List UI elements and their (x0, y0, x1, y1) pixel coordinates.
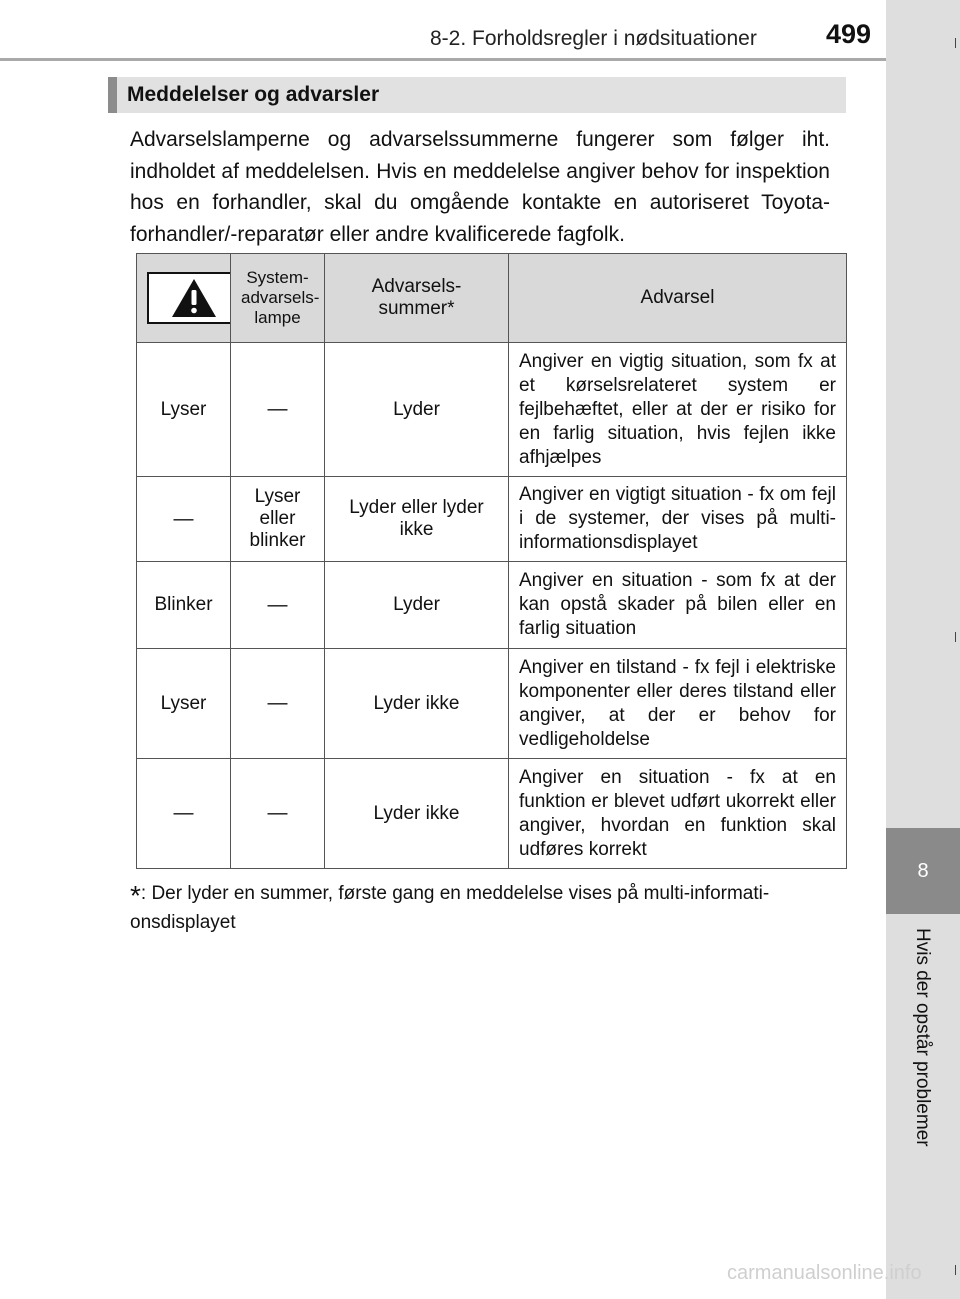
section-heading: Meddelelser og advarsler (108, 77, 846, 113)
header-buzzer: Advarsels-summer* (325, 254, 509, 343)
cell-indicator: — (137, 477, 231, 562)
table-row (137, 343, 847, 477)
cell-warning: Angiver en vigtig situation, som fx at et kørselsrelateret system er fejlbehæftet, eller at der er risiko for en farlig situation, hvis fejlen ikke afhjælpes (509, 343, 847, 477)
header-rule (0, 58, 886, 61)
cell-buzzer: Lyder (325, 343, 509, 477)
footnote (130, 880, 835, 936)
cell-buzzer: Lyder ikke (325, 649, 509, 759)
cell-system-lamp: Lyser eller blinker (231, 477, 325, 562)
header-system-lamp: System-advarsels-lampe (231, 254, 325, 343)
table-row (137, 562, 847, 649)
chapter-number: 8 (886, 828, 960, 914)
cell-warning: Angiver en situation - fx at en funktion er blevet udført ukorrekt eller angiver, hvordan en funktion skal udføres korrekt (509, 759, 847, 869)
cell-warning: Angiver en situation - som fx at der kan opstå skader på bilen eller en farlig situation (509, 562, 847, 649)
cell-buzzer: Lyder (325, 562, 509, 649)
cell-indicator: — (137, 759, 231, 869)
cell-indicator: Lyser (137, 649, 231, 759)
cell-indicator: Blinker (137, 562, 231, 649)
footnote-text: : Der lyder en summer, første gang en meddelelse vises på multi-informationsdisplayet (130, 883, 770, 933)
crop-mark (955, 38, 956, 48)
crop-mark (955, 632, 956, 642)
header-warning: Advarsel (509, 254, 847, 343)
cell-system-lamp: — (231, 649, 325, 759)
table-row (137, 759, 847, 869)
cell-system-lamp: — (231, 562, 325, 649)
table-row (137, 649, 847, 759)
watermark: carmanualsonline.info (727, 1262, 922, 1284)
warning-triangle-icon (147, 272, 241, 324)
cell-system-lamp: — (231, 759, 325, 869)
table-row (137, 477, 847, 562)
cell-buzzer: Lyder eller lyder ikke (325, 477, 509, 562)
warning-table (136, 253, 847, 869)
table-header-row (137, 254, 847, 343)
cell-warning: Angiver en tilstand - fx fejl i elektriske komponenter eller deres tilstand eller angiver, at der er behov for vedligeholdelse (509, 649, 847, 759)
intro-paragraph: Advarselslamperne og advarselssummerne fungerer som følger iht. indholdet af meddelelsen. Hvis en meddelelse angiver behov for inspektion hos en forhandler, skal du omgående kontakte en autoriseret Toyota-forhandler/-reparatør eller andre kvalificerede fagfolk. (130, 128, 830, 246)
cell-indicator: Lyser (137, 343, 231, 477)
cell-buzzer: Lyder ikke (325, 759, 509, 869)
chapter-side-tab (886, 0, 960, 1299)
footnote-marker: * (130, 880, 141, 911)
cell-system-lamp: — (231, 343, 325, 477)
crop-mark (955, 1265, 956, 1275)
header-warning-icon (137, 254, 231, 343)
page-number: 499 (826, 19, 872, 49)
chapter-name: Hvis der opstår problemer (912, 928, 933, 1147)
chapter-title: 8-2. Forholdsregler i nødsituationer (430, 27, 757, 50)
cell-warning: Angiver en vigtigt situation - fx om fejl i de systemer, der vises på multi-informationsdisplayet (509, 477, 847, 562)
